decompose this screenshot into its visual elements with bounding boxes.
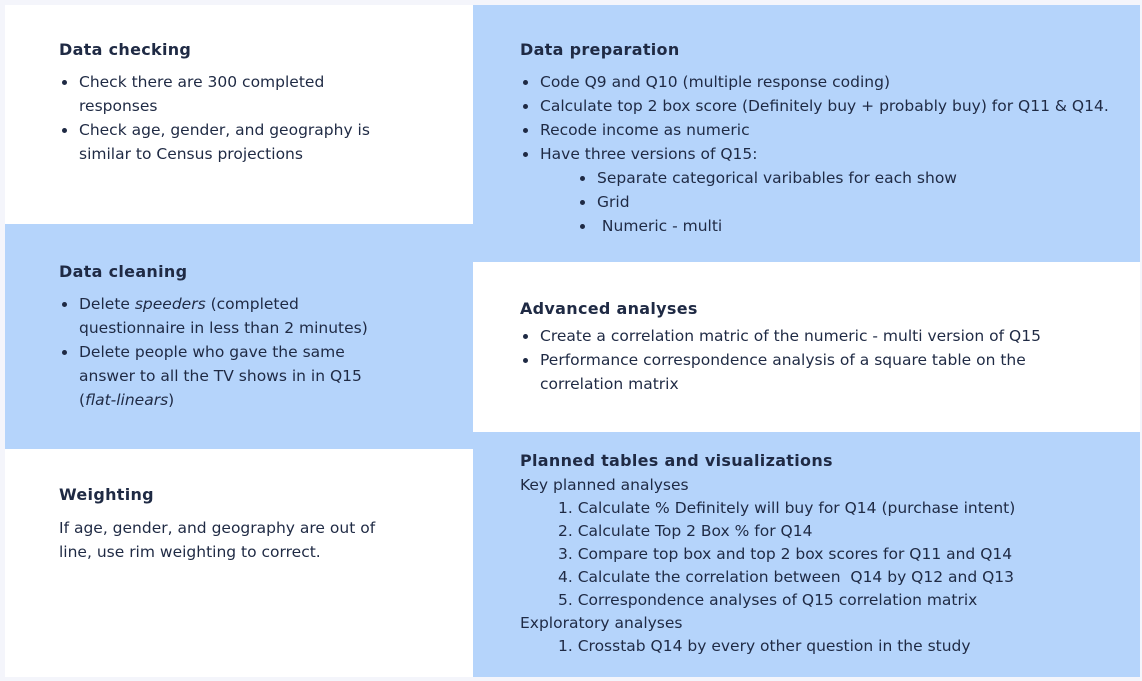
item-rest: (completed questionnaire in less than 2 minutes) [79,295,368,337]
key-planned-list [520,497,1140,612]
list-item: 3. Compare top box and top 2 box scores for Q11 and Q14 [558,545,1013,563]
advanced-analyses-list [520,324,1060,396]
item-prefix: Delete [79,295,135,313]
list-item: 4. Calculate the correlation between Q14 by Q12 and Q13 [558,568,1015,586]
list-item: Grid [577,190,1140,214]
data-preparation-list [520,70,1140,166]
exploratory-label: Exploratory analyses [520,614,683,632]
list-item: Code Q9 and Q10 (multiple response coding) [520,70,1140,94]
weighting-title: Weighting [59,485,154,504]
list-item: Calculate top 2 box score (Definitely buy + probably buy) for Q11 & Q14. [520,94,1140,118]
data-cleaning-panel [5,224,473,449]
weighting-panel [5,449,473,677]
data-preparation-sublist [520,166,1140,238]
list-item: Numeric - multi [577,214,1140,238]
list-item: 5. Correspondence analyses of Q15 correlation matrix [558,591,978,609]
list-item: 2. Calculate Top 2 Box % for Q14 [558,522,813,540]
list-item: Have three versions of Q15: [520,142,1140,166]
list-item: 1. Calculate % Definitely will buy for Q14 (purchase intent) [558,499,1016,517]
key-planned-label: Key planned analyses [520,476,689,494]
item-emphasis: flat-linears [85,391,169,409]
data-preparation-panel [473,5,1140,262]
item-emphasis: speeders [134,295,206,313]
data-cleaning-title: Data cleaning [59,262,188,281]
planned-tables-title: Planned tables and visualizations [520,451,833,470]
list-item: Check age, gender, and geography is similar to Census projections [59,118,389,166]
weighting-text: If age, gender, and geography are out of line, use rim weighting to correct. [59,519,376,561]
item-text: Delete people who gave the same answer to all the TV shows in in Q15 ( [79,343,362,409]
list-item [59,292,389,340]
list-item: Check there are 300 completed responses [59,70,389,118]
list-item: Separate categorical varibables for each show [577,166,1140,190]
planned-tables-panel [473,432,1140,677]
list-item: Recode income as numeric [520,118,1140,142]
data-checking-list [59,70,389,166]
list-item: Create a correlation matric of the numeric - multi version of Q15 [520,324,1060,348]
advanced-analyses-title: Advanced analyses [520,299,698,318]
list-item: 1. Crosstab Q14 by every other question in the study [558,637,971,655]
list-item [59,340,389,412]
item-close: ) [168,391,175,409]
list-item: Performance correspondence analysis of a square table on the correlation matrix [520,348,1060,396]
data-preparation-title: Data preparation [520,40,680,59]
data-checking-title: Data checking [59,40,192,59]
exploratory-list [520,635,1140,658]
data-checking-panel [5,5,473,224]
data-cleaning-list [59,292,389,412]
advanced-analyses-panel [473,262,1140,432]
